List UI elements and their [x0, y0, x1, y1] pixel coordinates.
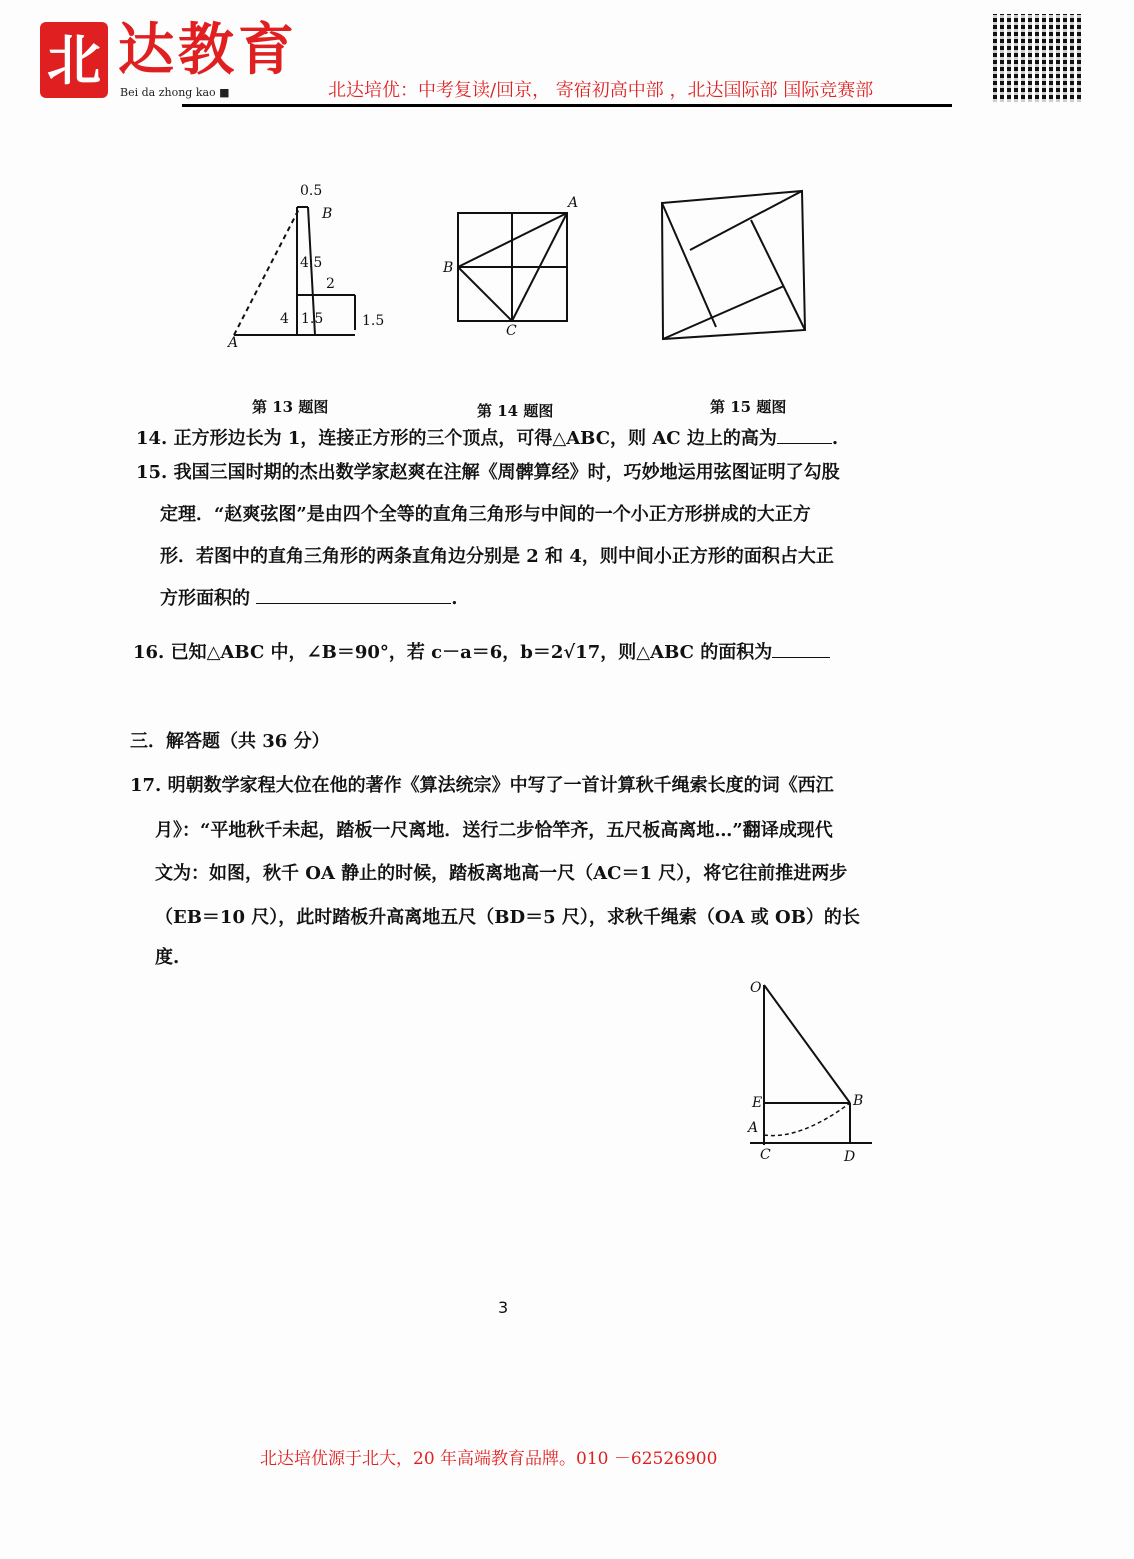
label-b: B: [853, 1093, 864, 1109]
label-a: A: [748, 1120, 759, 1136]
answer-blank: [256, 602, 451, 604]
question-17-line-2: 月》：“平地秋千未起，踏板一尺离地．送行二步恰竿齐，五尺板高离地…”翻译成现代: [155, 820, 833, 841]
answer-blank: [772, 656, 830, 658]
label-b: B: [443, 260, 454, 276]
label-4-5: 4.5: [300, 255, 323, 271]
label-c: C: [506, 323, 517, 339]
header-divider: [182, 104, 952, 107]
figure-15: [662, 191, 805, 339]
figure-14: [442, 195, 578, 339]
header-slogan: 北达培优：中考复读/回京， 寄宿初高中部 ，北达国际部 国际竞赛部: [328, 80, 874, 101]
logo-mark: 北: [40, 22, 108, 98]
answer-blank: [777, 442, 832, 444]
label-4: 4: [280, 311, 289, 327]
label-1-5-inner: 1.5: [301, 311, 324, 327]
label-0-5: 0.5: [300, 183, 323, 199]
label-1-5: 1.5: [362, 313, 385, 329]
section-3-heading: 三．解答题（共 36 分）: [130, 731, 330, 752]
question-14-text: 14. 正方形边长为 1，连接正方形的三个顶点，可得△ABC，则 AC 边上的高为: [136, 428, 777, 449]
figure-14-caption: 第 14 题图: [477, 402, 554, 420]
footer-text: 北达培优源于北大，20 年高端教育品牌。010 －62526900: [260, 1449, 718, 1469]
logo-text: 达教育: [118, 17, 298, 83]
question-15-line-4: 方形面积的 .: [160, 588, 458, 609]
question-15-line-3: 形．若图中的直角三角形的两条直角边分别是 2 和 4，则中间小正方形的面积占大正: [160, 546, 834, 567]
label-b: B: [322, 206, 333, 222]
question-16: [133, 642, 830, 664]
figure-13: [226, 183, 384, 351]
question-16-text: 16. 已知△ABC 中，∠B＝90°，若 c－a＝6，b＝2√17，则△ABC 的面积为: [133, 642, 773, 663]
label-a: A: [568, 195, 579, 211]
qr-code-icon: [993, 14, 1081, 102]
logo-subtitle: Bei da zhong kao ■: [120, 86, 230, 99]
question-17-line-1: 17. 明朝数学家程大位在他的著作《算法统宗》中写了一首计算秋千绳索长度的词《西江: [130, 775, 834, 796]
figures-row: [220, 175, 820, 355]
question-17-line-5: 度.: [155, 947, 180, 968]
question-14: 14. 正方形边长为 1，连接正方形的三个顶点，可得△ABC，则 AC 边上的高为 .: [136, 428, 839, 449]
question-15-line-2: 定理．“赵爽弦图”是由四个全等的直角三角形与中间的一个小正方形拼成的大正方: [160, 504, 811, 525]
figure-17: [740, 975, 890, 1170]
label-c: C: [760, 1147, 771, 1163]
question-15-line-1: 15. 我国三国时期的杰出数学家赵爽在注解《周髀算经》时，巧妙地运用弦图证明了勾股: [136, 462, 840, 483]
question-17-line-3: 文为：如图，秋千 OA 静止的时候，踏板离地高一尺（AC＝1 尺），将它往前推进两步: [155, 863, 848, 884]
page-number: 3: [498, 1298, 509, 1317]
label-e: E: [752, 1095, 763, 1111]
question-17-line-4: （EB＝10 尺），此时踏板升高离地五尺（BD＝5 尺），求秋千绳索（OA 或 OB）的长: [155, 907, 860, 928]
label-o: O: [750, 980, 762, 996]
figure-13-caption: 第 13 题图: [252, 398, 329, 416]
label-2: 2: [326, 276, 335, 292]
figure-15-caption: 第 15 题图: [710, 398, 787, 416]
label-a: A: [228, 335, 239, 351]
question-15-text: 方形面积的: [160, 588, 250, 609]
label-d: D: [844, 1149, 856, 1165]
